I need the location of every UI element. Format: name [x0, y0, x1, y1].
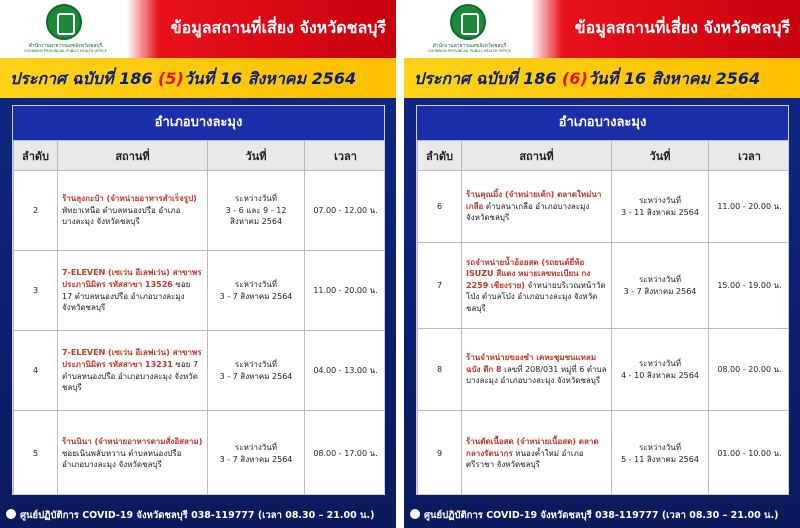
announcement-date: วันที่ 16 สิงหาคม 2564: [587, 69, 761, 88]
phone-icon: [6, 509, 16, 519]
row-date: [612, 171, 709, 243]
row-time: 01.00 - 10.00 น.: [709, 411, 790, 496]
header-bar: [404, 0, 800, 58]
places-table: [417, 140, 789, 495]
table-header-row: [418, 141, 790, 171]
row-no: 5: [14, 411, 58, 496]
row-date: [208, 411, 305, 496]
col-header-place: สถานที่: [58, 141, 208, 171]
place-address: ซอยเนินพลับหวาน ตำบลหนองปรือ อำเภอบางละมุง จังหวัดชลบุรี: [62, 448, 182, 470]
place-name: ร้านตัดเนื้อสด (จำหน่ายเนื้อสด) ตลาดกลางรัตนากร: [466, 437, 599, 458]
date-range: 3 - 7 สิงหาคม 2564: [219, 371, 293, 381]
row-time: 11.00 - 20.00 น.: [709, 171, 790, 243]
date-range: 3 - 11 สิงหาคม 2564: [621, 207, 699, 217]
table-row: [14, 171, 386, 251]
col-header-no: ลำดับ: [14, 141, 58, 171]
row-no: 9: [418, 411, 462, 496]
place-name: รถจำหน่ายน้ำอ้อยสด (รถยนต์ยี่ห้อ ISUZU สีแดง หมายเลขทะเบียน กง 2259 เชียงราย): [466, 257, 591, 290]
footer-text: ศูนย์ปฏิบัติการ COVID-19 จังหวัดชลบุรี 038-119777 (เวลา 08.30 – 21.00 น.): [20, 510, 375, 521]
place-address: พัทยาเหนือ ตำบลหนองปรือ อำเภอบางละมุง จังหวัดชลบุรี: [62, 205, 181, 227]
date-range: 3 - 7 สิงหาคม 2564: [623, 286, 697, 296]
footer-text: ศูนย์ปฏิบัติการ COVID-19 จังหวัดชลบุรี 038-119777 (เวลา 08.30 – 21.00 น.): [424, 510, 779, 521]
place-address: ตำบลนาเกลือ อำเภอบางละมุง จังหวัดชลบุรี: [466, 201, 590, 223]
row-place: [58, 251, 208, 331]
row-place: [462, 411, 612, 496]
date-label: ระหว่างวันที่: [235, 442, 277, 452]
row-date: [208, 331, 305, 411]
health-office-seal-icon: [46, 4, 82, 40]
logo-org-english: CHONBURI PROVINCIAL PUBLIC HEALTH OFFICE: [24, 49, 107, 53]
row-place: [58, 411, 208, 496]
announcement-bar: [404, 58, 800, 98]
logo-org-english: CHONBURI PROVINCIAL PUBLIC HEALTH OFFICE: [428, 49, 511, 53]
announcement-bar: [0, 58, 396, 98]
place-name: 7-ELEVEN (เซเว่น อีเลฟเว่น) สาขาพรประภานิมิตร รหัสสาขา 13231: [62, 348, 202, 369]
row-date: [208, 251, 305, 331]
table-header-row: [14, 141, 386, 171]
district-title: อำเภอบางละมุง: [417, 106, 788, 140]
row-place: [462, 329, 612, 411]
date-range: 3 - 7 สิงหาคม 2564: [219, 291, 293, 301]
date-range: 4 - 10 สิงหาคม 2564: [621, 370, 699, 380]
table-row: [14, 251, 386, 331]
footer-bar: [404, 504, 800, 528]
date-label: ระหว่างวันที่: [639, 442, 681, 452]
col-header-no: ลำดับ: [418, 141, 462, 171]
announcement-panel-left: [0, 0, 396, 528]
logo-org-thai: สำนักงานสาธารณสุขจังหวัดชลบุรี: [432, 43, 507, 49]
phone-icon: [410, 509, 420, 519]
row-date: [612, 329, 709, 411]
col-header-date: วันที่: [208, 141, 305, 171]
header-title: ข้อมูลสถานที่เสี่ยง จังหวัดชลบุรี: [574, 18, 790, 37]
health-office-seal-icon: [450, 4, 486, 40]
date-label: ระหว่างวันที่: [639, 358, 681, 368]
risk-places-table: [12, 105, 385, 495]
announcement-prefix: ประกาศ ฉบับที่ 186: [10, 69, 159, 88]
row-date: [208, 171, 305, 251]
footer-bar: [0, 504, 396, 528]
place-address: หนองค้ำใหม่ อำเภอศรีราชา จังหวัดชลบุรี: [466, 448, 584, 470]
place-name: ร้านคุณมิ้ง (จำหน่ายเค้ก) ตลาดใหม่นาเกลือ: [466, 190, 602, 211]
announcement-number: (6): [562, 69, 588, 88]
risk-places-table: [416, 105, 789, 495]
logo-org-thai: สำนักงานสาธารณสุขจังหวัดชลบุรี: [28, 43, 103, 49]
row-time: 15.00 - 19.00 น.: [709, 243, 790, 329]
date-range: 3 - 6 และ 9 - 12 สิงหาคม 2564: [225, 205, 287, 227]
date-range: 5 - 11 สิงหาคม 2564: [621, 454, 699, 464]
date-label: ระหว่างวันที่: [639, 195, 681, 205]
place-name: ร้านนินา (จำหน่ายอาหารตามสั่งอิสลาม): [62, 437, 203, 447]
table-row: [14, 331, 386, 411]
row-no: 3: [14, 251, 58, 331]
announcement-prefix: ประกาศ ฉบับที่ 186: [414, 69, 563, 88]
date-range: 3 - 7 สิงหาคม 2564: [219, 454, 293, 464]
col-header-date: วันที่: [612, 141, 709, 171]
row-time: 11.00 - 20.00 น.: [305, 251, 386, 331]
row-time: 07.00 - 12.00 น.: [305, 171, 386, 251]
row-time: 04.00 - 13.00 น.: [305, 331, 386, 411]
row-no: 7: [418, 243, 462, 329]
logo: [412, 4, 527, 54]
row-no: 8: [418, 329, 462, 411]
row-time: 08.00 - 20.00 น.: [709, 329, 790, 411]
announcement-title: [10, 67, 356, 92]
panel-divider: [396, 0, 404, 528]
row-date: [612, 411, 709, 496]
row-place: [462, 243, 612, 329]
places-table: [13, 140, 385, 495]
place-address: เลขที่ 208/031 หมู่ที่ 6 ตำบลบางละมุง อำเภอบางละมุง จังหวัดชลบุรี: [466, 364, 607, 386]
announcement-date: วันที่ 16 สิงหาคม 2564: [183, 69, 357, 88]
table-row: [418, 171, 790, 243]
row-place: [462, 171, 612, 243]
date-label: ระหว่างวันที่: [235, 279, 277, 289]
district-title: อำเภอบางละมุง: [13, 106, 384, 140]
table-row: [418, 243, 790, 329]
date-label: ระหว่างวันที่: [235, 359, 277, 369]
place-name: 7-ELEVEN (เซเว่น อีเลฟเว่น) สาขาพรประภานิมิตร รหัสสาขา 13526: [62, 268, 202, 289]
col-header-time: เวลา: [305, 141, 386, 171]
table-row: [14, 411, 386, 496]
row-no: 4: [14, 331, 58, 411]
announcement-title: [414, 67, 760, 92]
place-address: ซอย 17 ตำบลหนองปรือ อำเภอบางละมุง จังหวัดชลบุรี: [62, 279, 191, 313]
row-time: 08.00 - 17.00 น.: [305, 411, 386, 496]
place-address: ซอย 7 ตำบลหนองปรือ อำเภอบางละมุง จังหวัดชลบุรี: [62, 359, 198, 393]
header-title: ข้อมูลสถานที่เสี่ยง จังหวัดชลบุรี: [170, 18, 386, 37]
date-label: ระหว่างวันที่: [639, 274, 681, 284]
announcement-number: (5): [158, 69, 184, 88]
col-header-place: สถานที่: [462, 141, 612, 171]
table-row: [418, 329, 790, 411]
row-no: 2: [14, 171, 58, 251]
place-name: ร้านลุงกะป๋า (จำหน่ายอาหารสำเร็จรูป): [62, 194, 197, 204]
col-header-time: เวลา: [709, 141, 790, 171]
place-address: จำหน่ายบริเวณหน้าวัดโป่ง ตำบลโป่ง อำเภอบางละมุง จังหวัดชลบุรี: [466, 280, 606, 313]
row-no: 6: [418, 171, 462, 243]
logo: [8, 4, 123, 54]
row-place: [58, 171, 208, 251]
announcement-panel-right: [404, 0, 800, 528]
date-label: ระหว่างวันที่: [235, 194, 277, 204]
header-bar: [0, 0, 396, 58]
row-place: [58, 331, 208, 411]
row-date: [612, 243, 709, 329]
table-row: [418, 411, 790, 496]
place-name: ร้านจำหน่ายของชำ เคหะชุมชนแหลมฉบัง ตึก 8: [466, 353, 597, 374]
